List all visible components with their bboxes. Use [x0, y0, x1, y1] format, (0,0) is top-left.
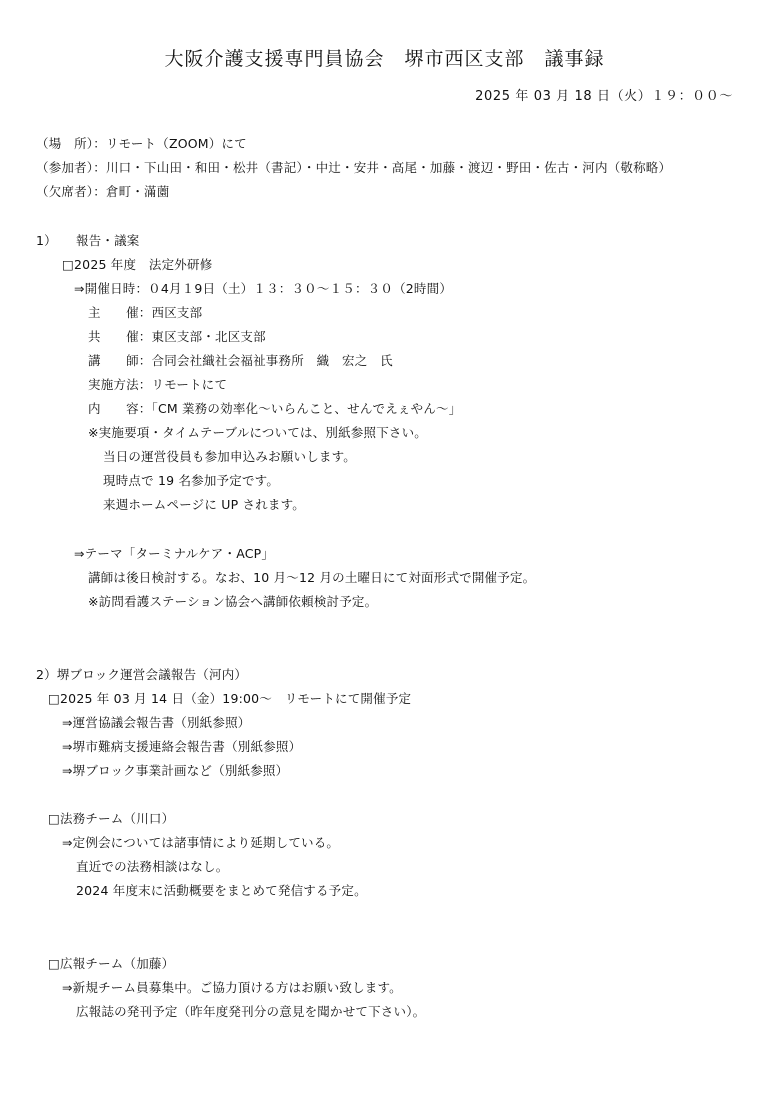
section1-heading: 1） 報告・議案 [36, 233, 140, 248]
legal-team-line: ⇒定例会については諸事情により延期している。 [62, 835, 340, 850]
training-host: 主 催：西区支部 [88, 305, 203, 320]
training-method: 実施方法：リモートにて [88, 377, 228, 392]
block-meeting: □2025 年 03 月 14 日（金）19:00～ リモートにて開催予定 [48, 691, 412, 706]
training-cohost: 共 催：東区支部・北区支部 [88, 329, 266, 344]
attendees-list: （参加者）：川口・下山田・和田・松井（書記）・中辻・安井・高尾・加藤・渡辺・野田・佐古・河内（敬称略） [36, 160, 672, 175]
legal-team-heading: □法務チーム（川口） [48, 811, 175, 826]
training-note: 来週ホームページに UP されます。 [103, 497, 305, 512]
pr-team-line: 広報誌の発刊予定（昨年度発刊分の意見を聞かせて下さい）。 [76, 1004, 426, 1019]
training-title: □2025 年度 法定外研修 [62, 257, 213, 272]
meeting-date: 2025 年 03 月 18 日（火）１９：００～ [475, 89, 733, 104]
theme-line: ⇒テーマ「ターミナルケア・ACP」 [74, 546, 275, 561]
training-lecturer: 講 師：合同会社織社会福祉事務所 織 宏之 氏 [88, 353, 393, 368]
pr-team-heading: □広報チーム（加藤） [48, 956, 175, 971]
block-item: ⇒堺ブロック事業計画など（別紙参照） [62, 763, 289, 778]
document-title: 大阪介護支援専門員協会 堺市西区支部 議事録 [164, 48, 605, 70]
theme-note: ※訪問看護ステーション協会へ講師依頼検討予定。 [88, 594, 378, 609]
legal-team-line: 直近での法務相談はなし。 [76, 859, 229, 874]
training-content: 内 容：「CM 業務の効率化～いらんこと、せんでえぇやん～」 [88, 401, 462, 416]
block-item: ⇒運営協議会報告書（別紙参照） [62, 715, 251, 730]
block-item: ⇒堺市難病支援連絡会報告書（別紙参照） [62, 739, 302, 754]
pr-team-line: ⇒新規チーム員募集中。ご協力頂ける方はお願い致します。 [62, 980, 402, 995]
training-note: 当日の運営役員も参加申込みお願いします。 [103, 449, 357, 464]
section2-heading: 2）堺ブロック運営会議報告（河内） [36, 667, 248, 682]
training-note: ※実施要項・タイムテーブルについては、別紙参照下さい。 [88, 425, 427, 440]
training-note: 現時点で 19 名参加予定です。 [103, 473, 280, 488]
absent-list: （欠席者）：倉町・滿薗 [36, 184, 170, 199]
legal-team-line: 2024 年度末に活動概要をまとめて発信する予定。 [76, 883, 367, 898]
training-date: ⇒開催日時：０4月１9日（土）１３：３０～１５：３０（2時間） [74, 281, 453, 296]
theme-note: 講師は後日検討する。なお、10 月～12 月の土曜日にて対面形式で開催予定。 [88, 570, 536, 585]
meeting-place: （場 所）：リモート（ZOOM）にて [36, 136, 247, 151]
